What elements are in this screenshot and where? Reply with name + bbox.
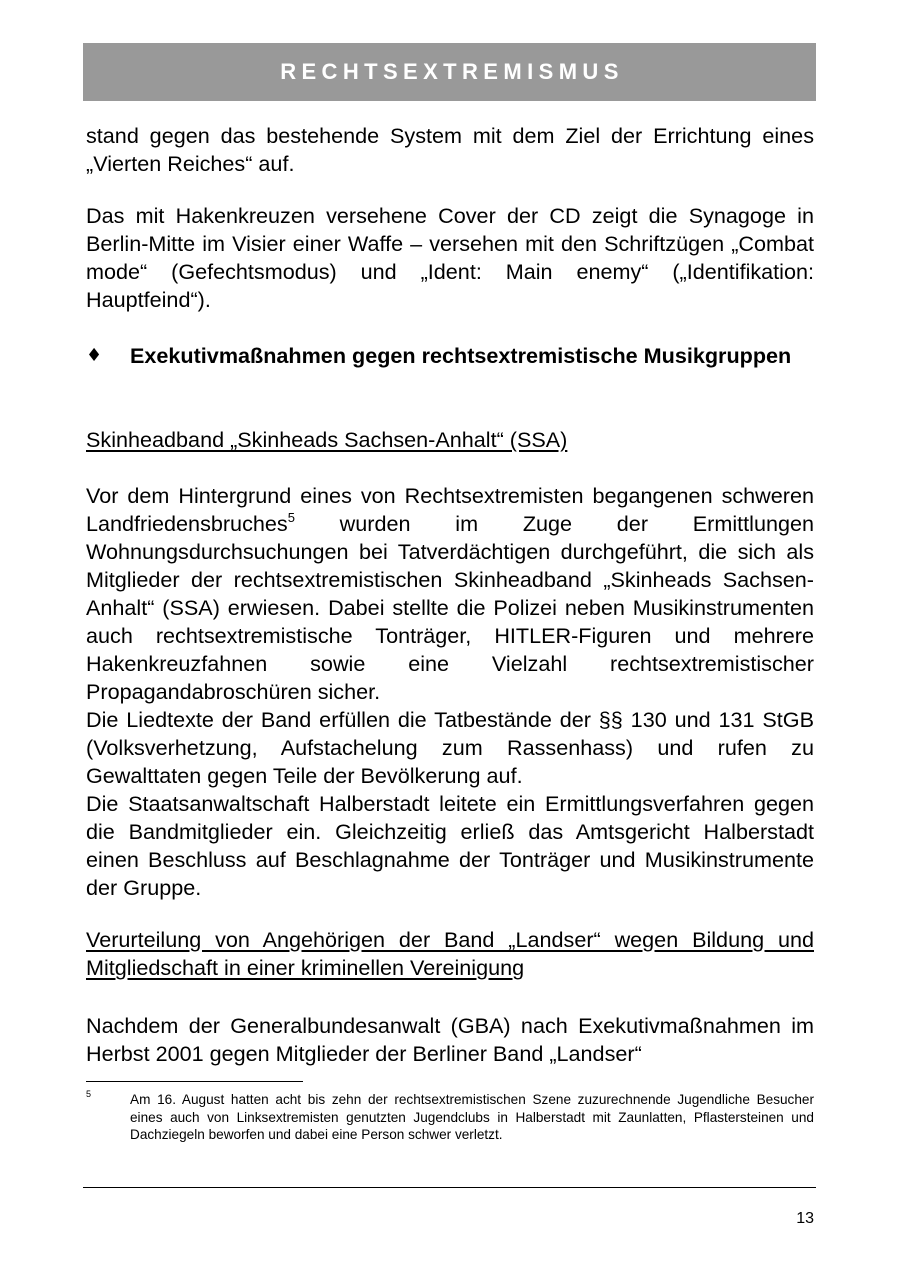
- section-heading: [86, 342, 814, 370]
- section-heading-text: Exekutivmaßnahmen gegen rechtsextremistische Musikgruppen: [130, 343, 792, 368]
- footnote-reference: 5: [287, 510, 295, 525]
- chapter-header-band: [83, 43, 816, 101]
- footnote-number: 5: [86, 1089, 92, 1099]
- paragraph-gba: Nachdem der Generalbundesanwalt (GBA) nach Exekutivmaßnahmen im Herbst 2001 gegen Mitglieder der Berliner Band „Landser“: [86, 1013, 814, 1066]
- footnote-text: Am 16. August hatten acht bis zehn der rechtsextremistischen Szene zuzurechnende Jugendliche Besucher eines auch von Linksextremisten genutzten Jugendclubs in Halberstadt mit Zaunlatten, Pflastersteinen und Dachziegeln beworfen und dabei eine Person schwer verletzt.: [130, 1092, 814, 1142]
- paragraph-ssa-text-b: wurden im Zuge der Ermittlungen Wohnungsdurchsuchungen bei Tatverdächtigen durchgeführt, die sich als Mitglieder der rechtsextremistischen Skinheadband „Skinheads Sachsen-Anhalt“ (SSA) erwiesen. Dabei stellte die Polizei neben Musikinstrumenten auch rechtsextremistische Tonträger, HITLER-Figuren und mehrere Hakenkreuzfahnen sowie eine Vielzahl rechtsextremistischer Propagandabroschüren sicher.: [86, 511, 814, 704]
- page-number: 13: [796, 1210, 814, 1227]
- subheading-ssa: Skinheadband „Skinheads Sachsen-Anhalt“ (SSA): [86, 427, 568, 452]
- subheading-landser: Verurteilung von Angehörigen der Band „Landser“ wegen Bildung und Mitgliedschaft in einer kriminellen Vereinigung: [86, 927, 814, 980]
- footnote: [86, 1088, 814, 1144]
- paragraph-prosecution: Die Staatsanwaltschaft Halberstadt leitete ein Ermittlungsverfahren gegen die Bandmitglieder ein. Gleichzeitig erließ das Amtsgericht Halberstadt einen Beschluss auf Beschlagnahme der Tonträger und Musikinstrumente der Gruppe.: [86, 791, 814, 900]
- page-footer-rule: [83, 1187, 816, 1188]
- footnote-separator: [86, 1081, 303, 1082]
- paragraph-ssa-search: [86, 482, 814, 706]
- paragraph-lyrics: Die Liedtexte der Band erfüllen die Tatbestände der §§ 130 und 131 StGB (Volksverhetzung, Aufstachelung zum Rassenhass) und rufen zu Gewalttaten gegen Teile der Bevölkerung auf.: [86, 707, 814, 788]
- paragraph-ssa-text-a: Vor dem Hintergrund eines von Rechtsextremisten begangenen schweren Landfriedensbruches: [86, 483, 814, 536]
- diamond-bullet-icon: ♦: [86, 345, 103, 366]
- chapter-title: RECHTSEXTREMISMUS: [280, 59, 624, 84]
- paragraph-continuation: stand gegen das bestehende System mit dem Ziel der Errichtung eines „Vierten Reiches“ auf.: [86, 123, 814, 176]
- paragraph-cd-cover: Das mit Hakenkreuzen versehene Cover der CD zeigt die Synagoge in Berlin-Mitte im Visier einer Waffe – versehen mit den Schriftzügen „Combat mode“ (Gefechtsmodus) und „Ident: Main enemy“ („Identifikation: Hauptfeind“).: [86, 203, 814, 312]
